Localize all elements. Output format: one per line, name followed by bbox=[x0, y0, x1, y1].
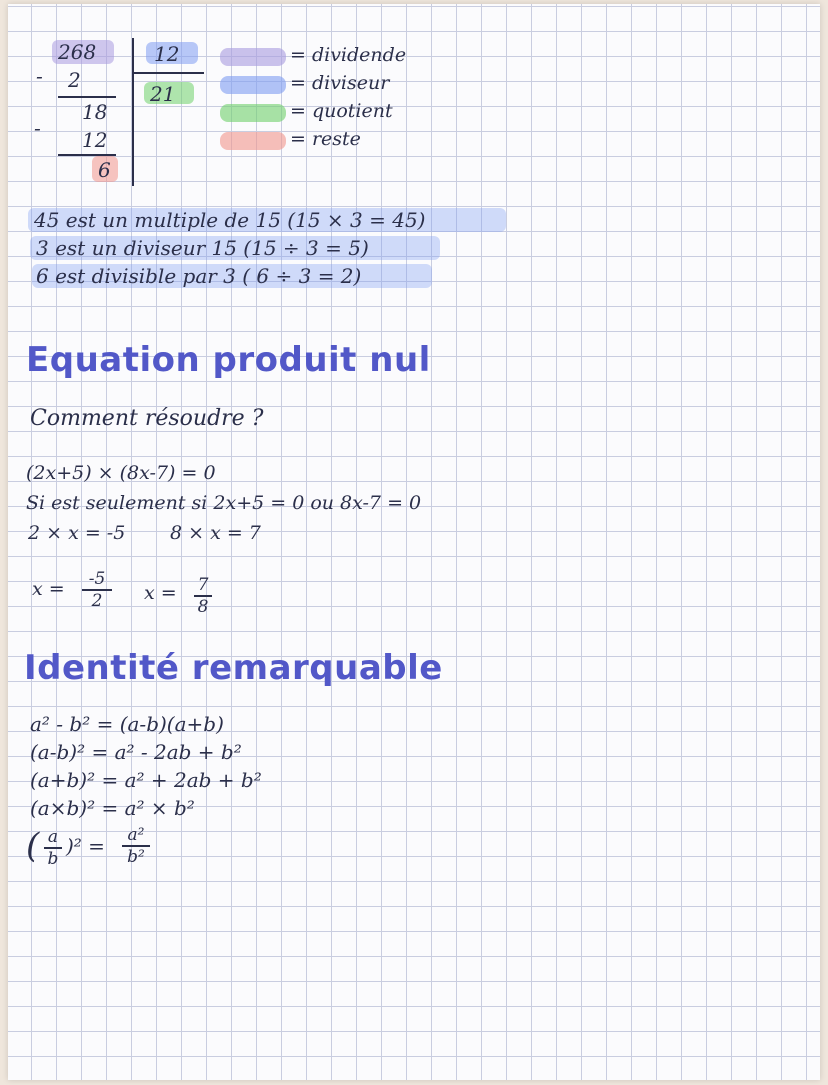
solution-1-lhs: x = bbox=[32, 578, 65, 600]
identity-5-right-denominator: b² bbox=[127, 847, 145, 867]
identity-1: a² - b² = (a-b)(a+b) bbox=[30, 712, 224, 736]
step-3: 12 bbox=[82, 128, 108, 152]
division-bracket-vertical bbox=[132, 38, 134, 186]
solution-2-fraction bbox=[194, 576, 212, 616]
equation-line-1: (2x+5) × (8x-7) = 0 bbox=[26, 462, 216, 484]
identity-3: (a+b)² = a² + 2ab + b² bbox=[30, 768, 262, 792]
legend-swatch-divisor bbox=[220, 76, 286, 94]
equation-line-2: Si est seulement si 2x+5 = 0 ou 8x-7 = 0 bbox=[26, 492, 422, 514]
multiples-line-1: 45 est un multiple de 15 (15 × 3 = 45) bbox=[34, 208, 426, 232]
solution-1-fraction bbox=[82, 570, 112, 610]
minus-sign-1: - bbox=[36, 64, 43, 88]
identity-5-close: )² = bbox=[66, 834, 105, 858]
solution-2-numerator: 7 bbox=[197, 575, 209, 595]
step-1: 2 bbox=[68, 68, 81, 92]
legend-label-divisor: = diviseur bbox=[290, 72, 390, 94]
division-line-2 bbox=[58, 154, 116, 156]
identity-5-open-paren: ( bbox=[26, 826, 40, 866]
minus-sign-2: - bbox=[34, 116, 41, 140]
equation-line-3a: 2 × x = -5 bbox=[28, 522, 126, 544]
section-title-identity: Identité remarquable bbox=[24, 648, 443, 688]
solution-2-denominator: 8 bbox=[197, 597, 209, 617]
legend-label-remainder: = reste bbox=[290, 128, 361, 150]
quotient: 21 bbox=[150, 82, 176, 106]
section-subtitle-how-to-solve: Comment résoudre ? bbox=[30, 406, 264, 431]
identity-2: (a-b)² = a² - 2ab + b² bbox=[30, 740, 242, 764]
multiples-line-2: 3 est un diviseur 15 (15 ÷ 3 = 5) bbox=[36, 236, 369, 260]
dividend: 268 bbox=[58, 40, 97, 64]
legend-swatch-quotient bbox=[220, 104, 286, 122]
division-bracket-horizontal bbox=[132, 72, 204, 74]
multiples-line-3: 6 est divisible par 3 ( 6 ÷ 3 = 2) bbox=[36, 264, 362, 288]
solution-1-denominator: 2 bbox=[91, 591, 103, 611]
notebook-page bbox=[8, 4, 820, 1080]
division-line-1 bbox=[58, 96, 116, 98]
identity-5-left-denominator: b bbox=[47, 849, 59, 869]
identity-5-left-numerator: a bbox=[47, 827, 59, 847]
section-title-equation: Equation produit nul bbox=[26, 340, 431, 380]
remainder: 6 bbox=[98, 158, 111, 182]
identity-4: (a×b)² = a² × b² bbox=[30, 796, 195, 820]
identity-5-right-numerator: a² bbox=[127, 825, 145, 845]
legend-swatch-dividend bbox=[220, 48, 286, 66]
solution-2-lhs: x = bbox=[144, 582, 177, 604]
equation-line-3b: 8 × x = 7 bbox=[170, 522, 261, 544]
step-2: 18 bbox=[82, 100, 108, 124]
legend-label-dividend: = dividende bbox=[290, 44, 407, 66]
solution-1-numerator: -5 bbox=[88, 569, 106, 589]
identity-5-right-fraction bbox=[122, 826, 150, 866]
legend-label-quotient: = quotient bbox=[290, 100, 393, 122]
legend-swatch-remainder bbox=[220, 132, 286, 150]
divisor: 12 bbox=[154, 42, 180, 66]
identity-5-left-fraction bbox=[44, 828, 62, 868]
